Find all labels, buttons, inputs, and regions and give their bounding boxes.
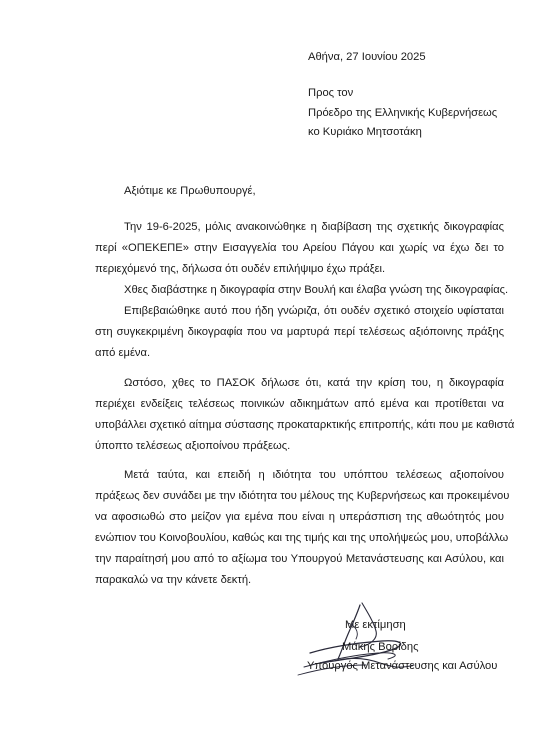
paragraph-4-line-4: ύποπτο τελέσεως αξιοποίνου πράξεως.: [95, 440, 291, 452]
closing: Με εκτίμηση: [345, 619, 406, 631]
recipient-line-1: Πρόεδρο της Ελληνικής Κυβερνήσεως: [308, 107, 498, 119]
paragraph-3-line-3: από εμένα.: [95, 347, 151, 359]
paragraph-3-line-1: Επιβεβαιώθηκε αυτό που ήδη γνώριζα, ότι ουδέν σχετικό στοιχείο υφίσταται: [124, 305, 504, 317]
paragraph-3-line-2: στη συγκεκριμένη δικογραφία που να μαρτυρά περί τελέσεως αξιόποινης πράξης: [95, 326, 504, 338]
paragraph-5-line-4: ενώπιον του Κοινοβουλίου, καθώς και της τιμής και της υπολήψεώς μου, υποβάλλω: [95, 532, 509, 544]
paragraph-2-line-1: Χθες διαβάστηκε η δικογραφία στην Βουλή και έλαβα γνώση της δικογραφίας.: [124, 284, 509, 296]
paragraph-4-line-3: υποβάλλει σχετικό αίτημα σύστασης προκαταρκτικής επιτροπής, κάτι που με καθιστά: [95, 419, 515, 431]
paragraph-4-line-1: Ωστόσο, χθες το ΠΑΣΟΚ δήλωσε ότι, κατά την κρίση του, η δικογραφία: [124, 377, 504, 389]
paragraph-1-line-1: Την 19-6-2025, μόλις ανακοινώθηκε η διαβίβαση της σχετικής δικογραφίας: [124, 221, 504, 233]
paragraph-1-line-2: περί «ΟΠΕΚΕΠΕ» στην Εισαγγελία του Αρείου Πάγου και χωρίς να έχω δει το: [95, 242, 504, 254]
salutation: Αξιότιμε κε Πρωθυπουργέ,: [124, 185, 256, 197]
date-line: Αθήνα, 27 Ιουνίου 2025: [308, 51, 426, 63]
recipient-line-2: κο Κυριάκο Μητσοτάκη: [308, 126, 422, 138]
paragraph-1-line-3: περιεχόμενό της, δήλωσα ότι ουδέν επιλήψιμο έχω πράξει.: [95, 263, 386, 275]
paragraph-5-line-5: την παραίτησή μου από το αξίωμα του Υπουργού Μετανάστευσης και Ασύλου, και: [95, 553, 504, 565]
paragraph-5-line-3: να αφοσιωθώ στο μείζον για εμένα που είναι η υπεράσπιση της αθωότητός μου: [95, 511, 504, 523]
signer-title: Υπουργός Μετανάστευσης και Ασύλου: [307, 660, 498, 672]
paragraph-5-line-2: πράξεως δεν συνάδει με την ιδιότητα του μέλους της Κυβερνήσεως και προκειμένου: [95, 490, 510, 502]
paragraph-5-line-1: Μετά ταύτα, και επειδή η ιδιότητα του υπόπτου τελέσεως αξιοποίνου: [124, 469, 504, 481]
recipient-to-label: Προς τον: [308, 87, 354, 99]
signer-name: Μάκης Βορίδης: [342, 641, 419, 653]
paragraph-4-line-2: περιέχει ενδείξεις τελέσεως ποινικών αδικημάτων από εμένα και προτίθεται να: [95, 398, 504, 410]
paragraph-5-line-6: παρακαλώ να την κάνετε δεκτή.: [95, 574, 252, 586]
